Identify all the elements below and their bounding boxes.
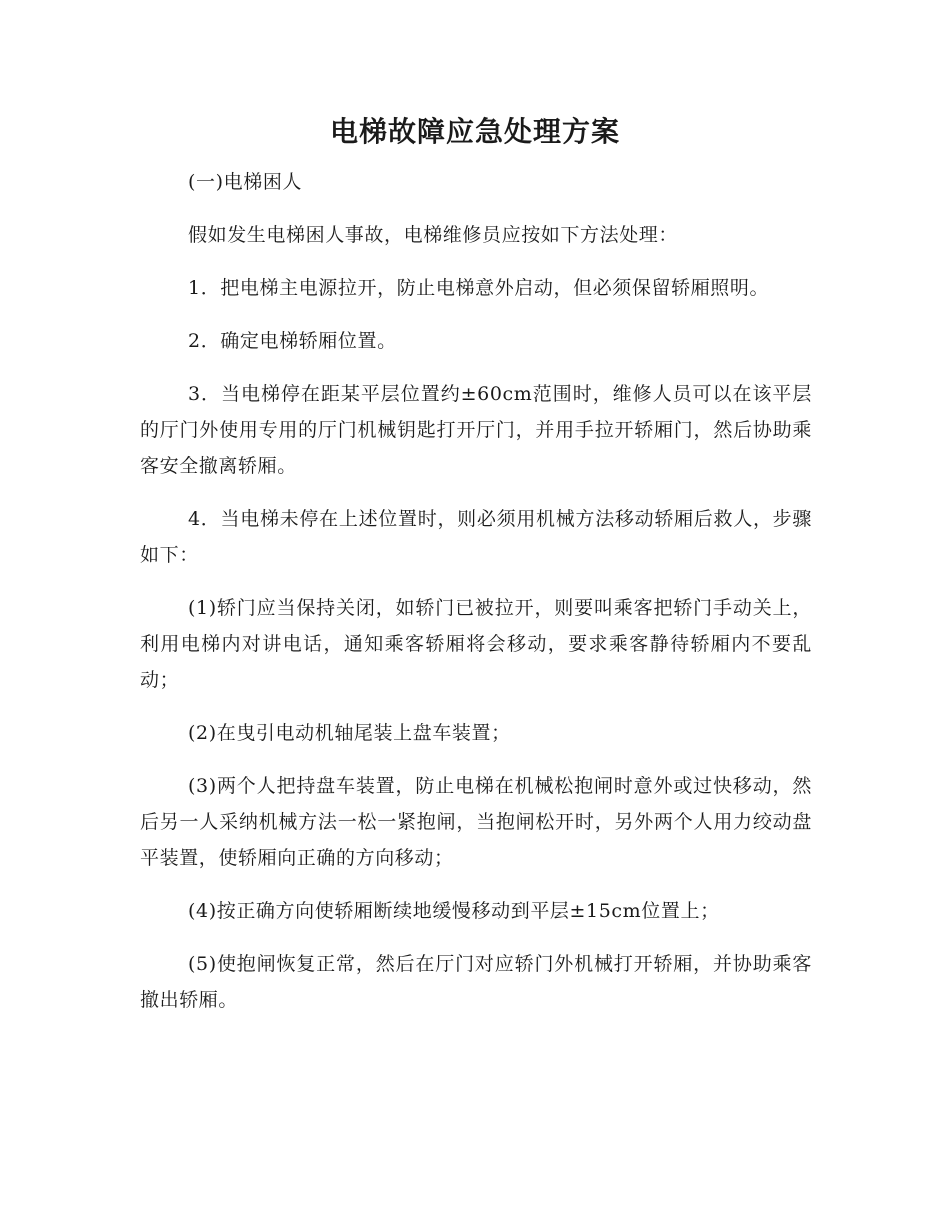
substep-3-paragraph: (3)两个人把持盘车装置，防止电梯在机械松抱闸时意外或过快移动，然后另一人采纳机械方法一松一紧抱闸，当抱闸松开时，另外两个人用力绞动盘平装置，使轿厢向正确的方向移动； bbox=[140, 775, 812, 869]
intro-paragraph: 假如发生电梯困人事故，电梯维修员应按如下方法处理： bbox=[188, 224, 679, 246]
substep-4-paragraph: (4)按正确方向使轿厢断续地缓慢移动到平层±15cm位置上； bbox=[188, 900, 720, 922]
section-heading: (一)电梯困人 bbox=[188, 171, 303, 193]
document-body bbox=[140, 164, 812, 1035]
substep-2-paragraph: (2)在曳引电动机轴尾装上盘车装置； bbox=[188, 722, 511, 744]
step-3-paragraph: 3．当电梯停在距某平层位置约±60cm范围时，维修人员可以在该平层的厅门外使用专用的厅门机械钥匙打开厅门，并用手拉开轿厢门，然后协助乘客安全撤离轿厢。 bbox=[140, 383, 812, 477]
step-1-paragraph: 1．把电梯主电源拉开，防止电梯意外启动，但必须保留轿厢照明。 bbox=[188, 277, 770, 299]
step-2-paragraph: 2．确定电梯轿厢位置。 bbox=[188, 330, 397, 352]
step-4-paragraph: 4．当电梯未停在上述位置时，则必须用机械方法移动轿厢后救人，步骤如下： bbox=[140, 508, 812, 566]
substep-1-paragraph: (1)轿门应当保持关闭，如轿门已被拉开，则要叫乘客把轿门手动关上，利用电梯内对讲电话，通知乘客轿厢将会移动，要求乘客静待轿厢内不要乱动； bbox=[140, 597, 812, 691]
substep-5-paragraph: (5)使抱闸恢复正常，然后在厅门对应轿门外机械打开轿厢，并协助乘客撤出轿厢。 bbox=[140, 953, 812, 1011]
document-title: 电梯故障应急处理方案 bbox=[329, 115, 620, 148]
